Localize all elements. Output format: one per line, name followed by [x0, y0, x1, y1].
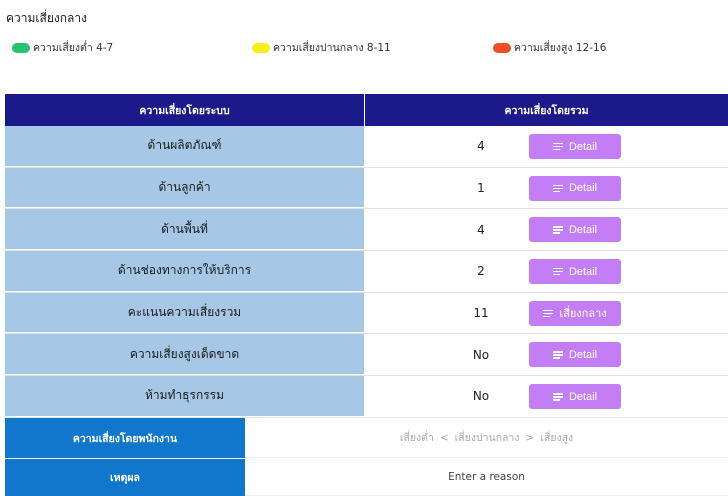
row-score: No — [472, 347, 490, 362]
list-icon — [553, 185, 563, 192]
risk-option-medium[interactable]: เสี่ยงปานกลาง — [454, 432, 520, 444]
row-score: 2 — [477, 264, 485, 279]
row-label: ด้านลูกค้า — [5, 168, 365, 209]
detail-button[interactable] — [529, 134, 621, 159]
table-row — [5, 209, 728, 251]
row-score: 4 — [477, 139, 485, 154]
row-score: 11 — [473, 306, 489, 321]
legend-high-swatch — [493, 43, 511, 53]
legend-medium — [252, 39, 391, 56]
row-value-cell — [365, 209, 728, 250]
list-icon — [553, 143, 563, 150]
separator: > — [525, 431, 535, 444]
legend-high-label: ความเสี่ยงสูง 12-16 — [514, 42, 607, 54]
detail-button-label: Detail — [568, 182, 598, 195]
row-score: No — [472, 389, 490, 404]
row-label: ห้ามทำธุรกรรม — [5, 376, 365, 417]
row-label: ด้านช่องทางการให้บริการ — [5, 251, 365, 292]
table-row — [5, 126, 728, 168]
header-overall-risk: ความเสี่ยงโดยรวม — [365, 94, 728, 126]
list-icon — [553, 226, 563, 233]
risk-level-button[interactable] — [529, 301, 621, 326]
employee-risk-row — [5, 418, 728, 458]
row-label: ด้านผลิตภัณฑ์ — [5, 126, 365, 167]
page-title: ความเสี่ยงกลาง — [6, 11, 87, 25]
employee-risk-selector — [245, 418, 728, 458]
table-row — [5, 334, 728, 376]
reason-row — [5, 459, 728, 496]
detail-button[interactable] — [529, 217, 621, 242]
detail-button-label: Detail — [568, 390, 598, 403]
risk-option-high[interactable]: เสี่ยงสูง — [540, 432, 574, 444]
reason-cell — [245, 459, 728, 496]
table-row — [5, 293, 728, 335]
row-value-cell — [365, 168, 728, 209]
employee-risk-label: ความเสี่ยงโดยพนักงาน — [5, 418, 245, 458]
risk-level-button-label: เสี่ยงกลาง — [559, 308, 607, 321]
list-icon — [553, 351, 563, 358]
row-value-cell — [365, 126, 728, 167]
table-row — [5, 376, 728, 418]
risk-table-header — [5, 94, 728, 126]
detail-button-label: Detail — [568, 348, 598, 361]
detail-button-label: Detail — [568, 265, 598, 278]
row-label: ความเสี่ยงสูงเด็ดขาด — [5, 334, 365, 375]
detail-button[interactable] — [529, 176, 621, 201]
row-value-cell — [365, 251, 728, 292]
row-label: คะแนนความเสี่ยงรวม — [5, 293, 365, 334]
legend-medium-label: ความเสี่ยงปานกลาง 8-11 — [273, 42, 391, 54]
row-value-cell — [365, 376, 728, 417]
list-icon — [543, 310, 553, 317]
detail-button[interactable] — [529, 259, 621, 284]
table-row — [5, 168, 728, 210]
header-system-risk: ความเสี่ยงโดยระบบ — [5, 94, 365, 126]
list-icon — [553, 268, 563, 275]
risk-option-low[interactable]: เสี่ยงต่ำ — [399, 432, 434, 444]
legend-low-label: ความเสี่ยงต่ำ 4-7 — [33, 42, 114, 54]
detail-button[interactable] — [529, 342, 621, 367]
legend-high — [493, 39, 606, 56]
legend-medium-swatch — [252, 43, 270, 53]
row-score: 4 — [477, 222, 485, 237]
legend-low-swatch — [12, 43, 30, 53]
row-score: 1 — [477, 181, 485, 196]
legend-low — [12, 39, 113, 56]
detail-button-label: Detail — [568, 223, 598, 236]
risk-legend — [0, 39, 728, 53]
detail-button[interactable] — [529, 384, 621, 409]
table-row — [5, 251, 728, 293]
row-value-cell — [365, 334, 728, 375]
reason-label: เหตุผล — [5, 459, 245, 496]
list-icon — [553, 393, 563, 400]
row-label: ด้านพื้นที่ — [5, 209, 365, 250]
separator: < — [439, 431, 449, 444]
reason-input[interactable] — [337, 471, 637, 483]
risk-table — [5, 94, 728, 418]
row-value-cell — [365, 293, 728, 334]
detail-button-label: Detail — [568, 140, 598, 153]
